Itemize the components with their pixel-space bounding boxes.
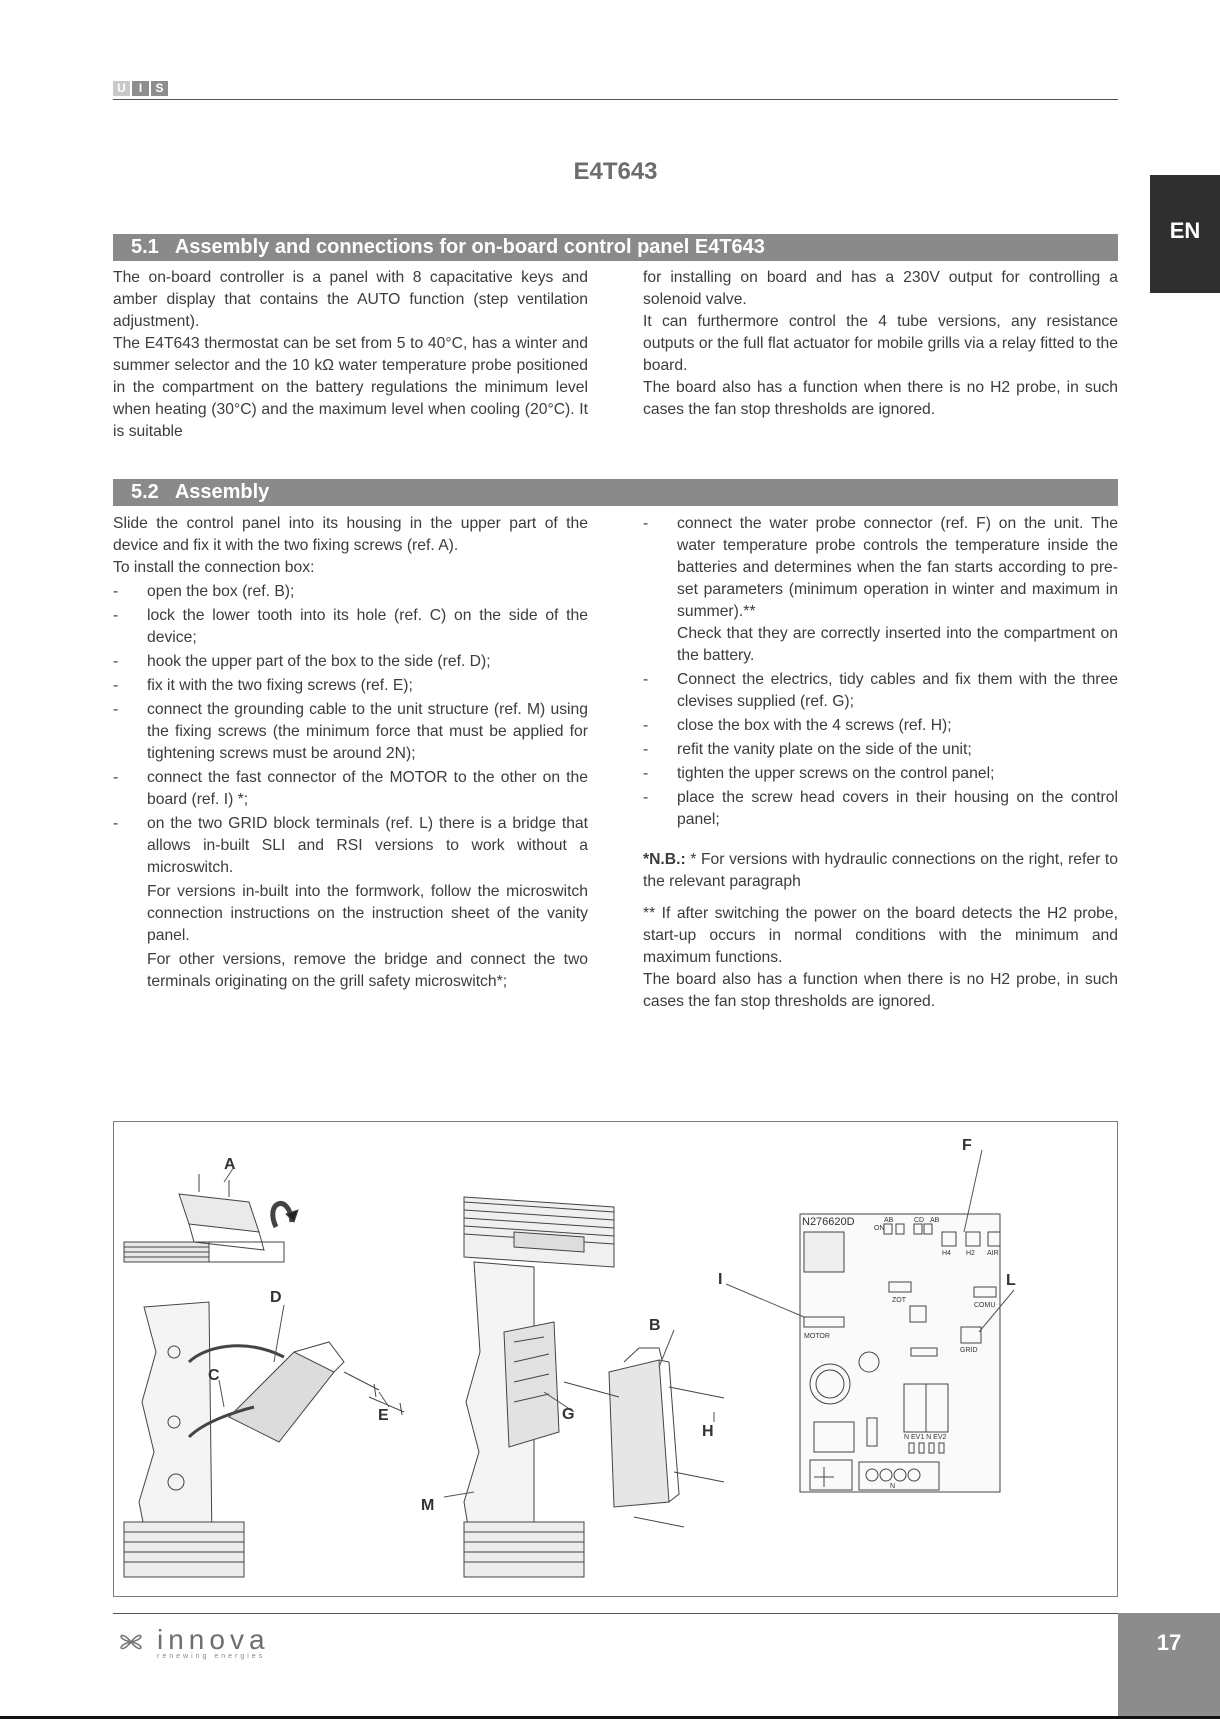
- callout-f: F: [962, 1137, 972, 1154]
- connector-zot-label: ZOT: [892, 1297, 906, 1304]
- list-item-text: - connect the water probe connector (ref. F) on the unit. The water temperature probe controls the temperature inside the batteries and determines when the fan starts according to pre-set parameters (minimum operation in winter and maximum in summer).**: [677, 515, 1118, 620]
- dip-label-on: ON: [874, 1225, 885, 1232]
- section-5-2-left-column: [113, 513, 588, 993]
- brand-name: innova: [157, 1624, 270, 1655]
- language-tab: [1150, 175, 1220, 293]
- connector-h2-label: H2: [966, 1250, 975, 1257]
- list-item: [113, 813, 588, 993]
- list-item: - connect the fast connector of the MOTOR to the other on the board (ref. I) *;: [113, 767, 588, 811]
- callout-d: D: [270, 1289, 282, 1306]
- connector-air-label: AIR: [987, 1250, 999, 1257]
- logo-letter-i: I: [132, 81, 149, 96]
- paragraph: The E4T643 thermostat can be set from 5 to 40°C, has a winter and summer selector and the 10 kΩ water temperature probe positioned in the compartment on the battery regulations the minimum level when heating (30°C) and the maximum level when cooling (20°C). It is suitable: [113, 335, 588, 440]
- callout-g: G: [562, 1406, 575, 1423]
- connector-grid-label: GRID: [960, 1347, 978, 1354]
- dip-label-ab2: AB: [930, 1217, 940, 1224]
- section-title: Assembly and connections for on-board control panel E4T643: [174, 236, 765, 258]
- callout-m: M: [421, 1497, 435, 1514]
- innova-flower-icon: [113, 1625, 149, 1659]
- list-item: - tighten the upper screws on the control panel;: [643, 763, 1118, 785]
- paragraph: ** If after switching the power on the board detects the H2 probe, start-up occurs in normal conditions with the minimum and maximum functions.: [643, 905, 1118, 966]
- innova-logo: [113, 1625, 270, 1660]
- section-5-1-heading: [113, 234, 1118, 261]
- list-item: - open the box (ref. B);: [113, 581, 588, 603]
- paragraph: The on-board controller is a panel with 8 capacitative keys and amber display that contains the AUTO function (step ventilation adjustment).: [113, 269, 588, 330]
- section-5-2-right-column: [643, 513, 1118, 1013]
- logo-letter-u: U: [113, 81, 130, 96]
- paragraph: Slide the control panel into its housing in the upper part of the device and fix it with the two fixing screws (ref. A).: [113, 515, 588, 554]
- list-item: - hook the upper part of the box to the side (ref. D);: [113, 651, 588, 673]
- nb-label: *N.B.:: [643, 851, 686, 868]
- callout-i: I: [718, 1271, 723, 1288]
- list-item-text: - on the two GRID block terminals (ref. L) there is a bridge that allows in-built SLI and RSI versions to work without a microswitch.: [147, 815, 588, 876]
- list-item-subtext: Check that they are correctly inserted into the compartment on the battery.: [677, 625, 1118, 664]
- brand-text: [157, 1625, 270, 1660]
- section-number: 5.2: [131, 481, 159, 503]
- section-5-2-heading: [113, 479, 1118, 506]
- assembly-steps-list-continued: [643, 513, 1118, 831]
- dip-label-ab: AB: [884, 1217, 894, 1224]
- connector-ev-label: N EV1 N EV2: [904, 1434, 947, 1441]
- section-5-1-left-column: [113, 267, 588, 443]
- unit-side-drawing-middle: [464, 1197, 614, 1577]
- terminal-n-label: N: [890, 1483, 896, 1490]
- uis-logo: [113, 81, 168, 96]
- control-panel-drawing: [179, 1174, 298, 1250]
- connector-h4-label: H4: [942, 1250, 951, 1257]
- list-item-subtext: For versions in-built into the formwork, follow the microswitch connection instructions on the instruction sheet of the vanity panel.: [147, 883, 588, 944]
- connector-motor-label: MOTOR: [804, 1333, 830, 1340]
- list-item: - place the screw head covers in their housing on the control panel;: [643, 787, 1118, 831]
- paragraph: The board also has a function when there is no H2 probe, in such cases the fan stop thresholds are ignored.: [643, 379, 1118, 418]
- list-item: - lock the lower tooth into its hole (ref. C) on the side of the device;: [113, 605, 588, 649]
- section-5-1-right-column: [643, 267, 1118, 421]
- list-item: - Connect the electrics, tidy cables and fix them with the three clevises supplied (ref. G);: [643, 669, 1118, 713]
- assembly-illustration: [114, 1122, 1119, 1598]
- callout-e: E: [378, 1407, 389, 1424]
- nb-note: [643, 849, 1118, 893]
- paragraph: The board also has a function when there is no H2 probe, in such cases the fan stop thresholds are ignored.: [643, 971, 1118, 1010]
- brand-tagline: renewing energies: [157, 1653, 266, 1660]
- list-item: - connect the grounding cable to the unit structure (ref. M) using the fixing screws (the minimum force that must be applied for tightening screws must be around 2N);: [113, 699, 588, 765]
- language-label: EN: [1169, 218, 1201, 243]
- nb-text: * For versions with hydraulic connections on the right, refer to the relevant paragraph: [643, 851, 1118, 890]
- callout-c: C: [208, 1367, 220, 1384]
- connector-comu-label: COMU: [974, 1302, 996, 1309]
- footer-rule: [113, 1613, 1118, 1614]
- page-number: 17: [1118, 1613, 1220, 1719]
- header-rule: [113, 99, 1118, 100]
- connection-box-drawing-middle: [564, 1348, 724, 1527]
- assembly-steps-list: [113, 581, 588, 993]
- list-item: - refit the vanity plate on the side of the unit;: [643, 739, 1118, 761]
- callout-h: H: [702, 1423, 714, 1440]
- page-title: E4T643: [573, 158, 658, 185]
- paragraph: It can furthermore control the 4 tube versions, any resistance outputs or the full flat actuator for mobile grills via a relay fitted to the board.: [643, 313, 1118, 374]
- callout-a: A: [224, 1156, 236, 1173]
- list-item: [643, 513, 1118, 667]
- list-item: - fix it with the two fixing screws (ref. E);: [113, 675, 588, 697]
- list-item-subtext: For other versions, remove the bridge and connect the two terminals originating on the grill safety microswitch*;: [147, 951, 588, 990]
- list-item: - close the box with the 4 screws (ref. H);: [643, 715, 1118, 737]
- logo-letter-s: S: [151, 81, 168, 96]
- paragraph: for installing on board and has a 230V output for controlling a solenoid valve.: [643, 269, 1118, 308]
- dip-label-cd: CD: [914, 1217, 925, 1224]
- paragraph: To install the connection box:: [113, 559, 315, 576]
- assembly-figure: [113, 1121, 1118, 1597]
- section-number: 5.1: [131, 236, 159, 258]
- board-code: N276620D: [802, 1216, 855, 1228]
- callout-b: B: [649, 1317, 661, 1334]
- callout-l: L: [1006, 1272, 1016, 1289]
- section-title: Assembly: [174, 481, 270, 503]
